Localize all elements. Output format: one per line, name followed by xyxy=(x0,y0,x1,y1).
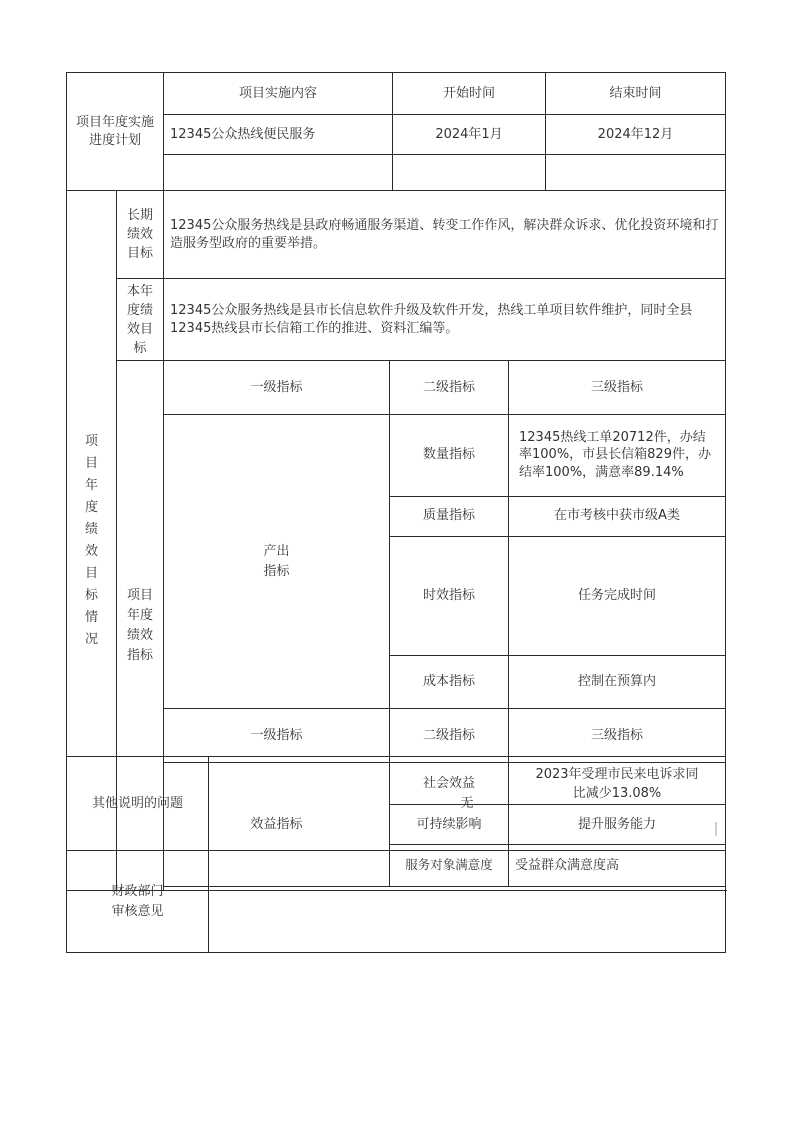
benefit-level2: 社会效益 xyxy=(390,763,509,805)
annual-label: 本年度绩效目标 xyxy=(117,279,164,361)
finance-review-label: 财政部门审核意见 xyxy=(67,851,209,953)
header-end: 结束时间 xyxy=(546,73,726,115)
output-level3: 任务完成时间 xyxy=(509,536,726,655)
plan-content: 12345公众热线便民服务 xyxy=(164,115,393,155)
benefit-level3: 2023年受理市民来电诉求同比减少13.08% xyxy=(509,763,726,805)
long-term-text: 12345公众服务热线是县政府畅通服务渠道、转变工作作风，解决群众诉求、优化投资环境和打造服务型政府的重要举措。 xyxy=(164,191,726,279)
plan-empty-content xyxy=(164,155,393,191)
output-level2: 成本指标 xyxy=(390,655,509,709)
header-content: 项目实施内容 xyxy=(164,73,393,115)
benefit-level1: 效益指标 xyxy=(164,763,390,887)
output-level3: 在市考核中获市级A类 xyxy=(509,496,726,536)
plan-empty-end xyxy=(546,155,726,191)
long-term-label: 长期绩效目标 xyxy=(117,191,164,279)
indicators-label: 项目年度绩效指标 xyxy=(117,361,164,891)
goals-label-text: 项目年度绩效目标情况 xyxy=(84,433,98,647)
header-start: 开始时间 xyxy=(393,73,546,115)
plan-empty-start xyxy=(393,155,546,191)
plan-table xyxy=(66,72,726,191)
benefit-level2: 可持续影响 xyxy=(390,805,509,845)
remarks-table xyxy=(66,756,726,953)
out-h-level3: 三级指标 xyxy=(509,361,726,415)
out-h-level2: 二级指标 xyxy=(390,361,509,415)
output-level1: 产出指标 xyxy=(164,414,390,709)
benefit-level3: 受益群众满意度高 xyxy=(509,845,726,887)
benefit-level3: 提升服务能力 xyxy=(509,805,726,845)
output-level2: 质量指标 xyxy=(390,496,509,536)
plan-label: 项目年度实施进度计划 xyxy=(67,73,164,191)
other-issues-value: 无 xyxy=(209,757,726,851)
benefit-h-level1: 一级指标 xyxy=(164,709,390,763)
annual-text: 12345公众服务热线是县市长信息软件升级及软件开发，热线工单项目软件维护，同时全县12345热线县市长信箱工作的推进、资料汇编等。 xyxy=(164,279,726,361)
benefit-level2: 服务对象满意度 xyxy=(390,845,509,887)
output-level3: 控制在预算内 xyxy=(509,655,726,709)
plan-start: 2024年1月 xyxy=(393,115,546,155)
output-level3: 12345热线工单20712件，办结率100%，市县长信箱829件，办结率100%，满意率89.14% xyxy=(509,414,726,496)
output-level2: 数量指标 xyxy=(390,414,509,496)
benefit-h-level3: 三级指标 xyxy=(509,709,726,763)
other-issues-label: 其他说明的问题 xyxy=(67,757,209,851)
finance-review-value xyxy=(209,851,726,953)
plan-end: 2024年12月 xyxy=(546,115,726,155)
output-level2: 时效指标 xyxy=(390,536,509,655)
out-h-level1: 一级指标 xyxy=(164,361,390,415)
scan-mark xyxy=(715,822,717,836)
benefit-h-level2: 二级指标 xyxy=(390,709,509,763)
